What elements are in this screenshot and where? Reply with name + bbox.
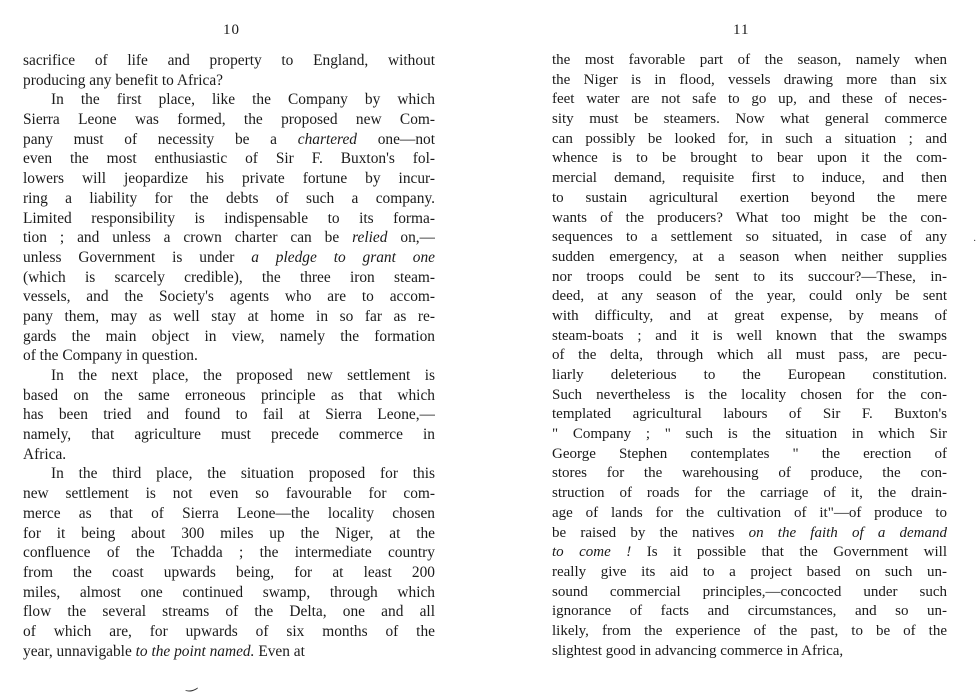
text-line: struction of roads for the carriage of it, the drain- <box>552 485 947 502</box>
text-line: unless Government is under a pledge to grant one <box>23 248 435 266</box>
text-line: based on the same erroneous principle as that which <box>23 386 435 404</box>
text-line: In the third place, the situation proposed for this <box>51 465 435 483</box>
text-line: ring a liability for the debts of such a company. <box>23 189 435 207</box>
text-line: gards the main object in view, namely the formation <box>23 327 435 345</box>
text-line: flow the several streams of the Delta, one and all <box>23 603 435 621</box>
text-line: stores for the warehousing of produce, the con- <box>552 465 947 482</box>
text-line: namely, that agriculture must precede commerce in <box>23 426 435 444</box>
text-line: of the Company in question. <box>23 347 198 365</box>
text-line: producing any benefit to Africa? <box>23 71 224 89</box>
text-line: confluence of the Tchadda ; the intermediate country <box>23 544 435 562</box>
text-line: Africa. <box>23 445 67 463</box>
stray-mark: ‿ <box>183 675 198 694</box>
text-line: tion ; and unless a crown charter can be relied on,— <box>23 229 435 247</box>
text-line: sacrifice of life and property to England, without <box>23 52 435 69</box>
text-line: of which are, for upwards of six months of the <box>23 622 435 640</box>
text-line: new settlement is not even so favourable for com- <box>23 485 435 503</box>
text-line: feet water are not safe to go up, and these of neces- <box>552 91 947 108</box>
text-line: George Stephen contemplates " the erection of <box>552 445 947 462</box>
text-line: the most favorable part of the season, namely when <box>552 52 947 68</box>
text-line: be raised by the natives on the faith of a demand <box>552 524 947 541</box>
page-number: 10 <box>223 22 240 38</box>
text-line: In the next place, the proposed new settlement is <box>51 367 435 384</box>
text-line: sound commercial principles,—concocted under such <box>552 583 947 600</box>
text-line: the Niger is in flood, vessels drawing more than six <box>552 71 947 88</box>
left-page <box>0 0 490 691</box>
text-line: templated agricultural labours of Sir F. Buxton's <box>552 406 947 423</box>
text-line: really give its aid to a project based on such un- <box>552 563 947 580</box>
text-line: has been tried and found to fail at Sierra Leone,— <box>23 406 435 424</box>
text-line: whence is to be brought to bear upon it the com- <box>552 150 947 167</box>
text-line: sity must be steamers. Now what general commerce <box>552 111 947 128</box>
right-page <box>490 0 980 691</box>
text-line: Sierra Leone was formed, the proposed new Com- <box>23 111 435 129</box>
text-line: " Company ; " such is the situation in which Sir <box>552 426 947 443</box>
text-line: Limited responsibility is indispensable to its forma- <box>23 209 435 227</box>
text-line: lowers will jeopardize his private fortune by incur- <box>23 170 435 188</box>
text-line: with difficulty, and at great expense, by means of <box>552 307 947 324</box>
text-line: vessels, and the Society's agents who are to accom- <box>23 288 435 306</box>
text-line: for it being about 300 miles up the Niger, at the <box>23 524 435 542</box>
text-line: to sustain agricultural exertion beyond the mere <box>552 189 947 206</box>
text-line: deed, at any season of the year, could only be sent <box>552 288 947 305</box>
text-line: ignorance of facts and circumstances, and so un- <box>552 603 947 620</box>
stray-mark: · <box>973 236 977 247</box>
text-line: year, unnavigable to the point named. Even at <box>23 642 305 660</box>
text-block <box>552 51 947 661</box>
text-line: sequences to a settlement so situated, in case of any <box>552 229 947 246</box>
text-line: age of lands for the cultivation of it"—of produce to <box>552 504 947 521</box>
page-number: 11 <box>733 22 750 38</box>
text-line: sudden emergency, at a season when neither supplies <box>552 248 947 265</box>
text-line: (which is scarcely credible), the three iron steam- <box>23 268 435 286</box>
text-line: from the coast upwards being, for at least 200 <box>23 563 435 581</box>
text-line: even the most enthusiastic of Sir F. Buxton's fol- <box>23 150 435 168</box>
text-line: pany them, may as well stay at home in so far as re- <box>23 307 435 325</box>
text-line: can possibly be looked for, in such a situation ; and <box>552 130 947 147</box>
text-line: In the first place, like the Company by which <box>51 91 435 109</box>
text-line: nor troops could be sent to its succour?—These, in- <box>552 268 947 285</box>
text-line: liarly deleterious to the European constitution. <box>552 367 947 383</box>
text-line: wants of the producers? What too might be the con- <box>552 209 947 226</box>
text-line: to come ! Is it possible that the Government will <box>552 544 947 561</box>
text-line: slightest good in advancing commerce in Africa, <box>552 642 844 659</box>
text-block <box>23 51 435 661</box>
text-line: merce as that of Sierra Leone—the locality chosen <box>23 504 435 522</box>
text-line: mercial demand, requisite first to induce, and then <box>552 170 947 187</box>
text-line: steam-boats ; and it is well known that the swamps <box>552 327 947 344</box>
text-line: Such nevertheless is the locality chosen for the con- <box>552 386 947 403</box>
text-line: of the delta, through which all must pass, are pecu- <box>552 347 947 364</box>
text-line: miles, almost one continued swamp, through which <box>23 583 435 601</box>
text-line: likely, from the experience of the past, to be of the <box>552 622 947 639</box>
text-line: pany must of necessity be a chartered one—not <box>23 130 435 148</box>
